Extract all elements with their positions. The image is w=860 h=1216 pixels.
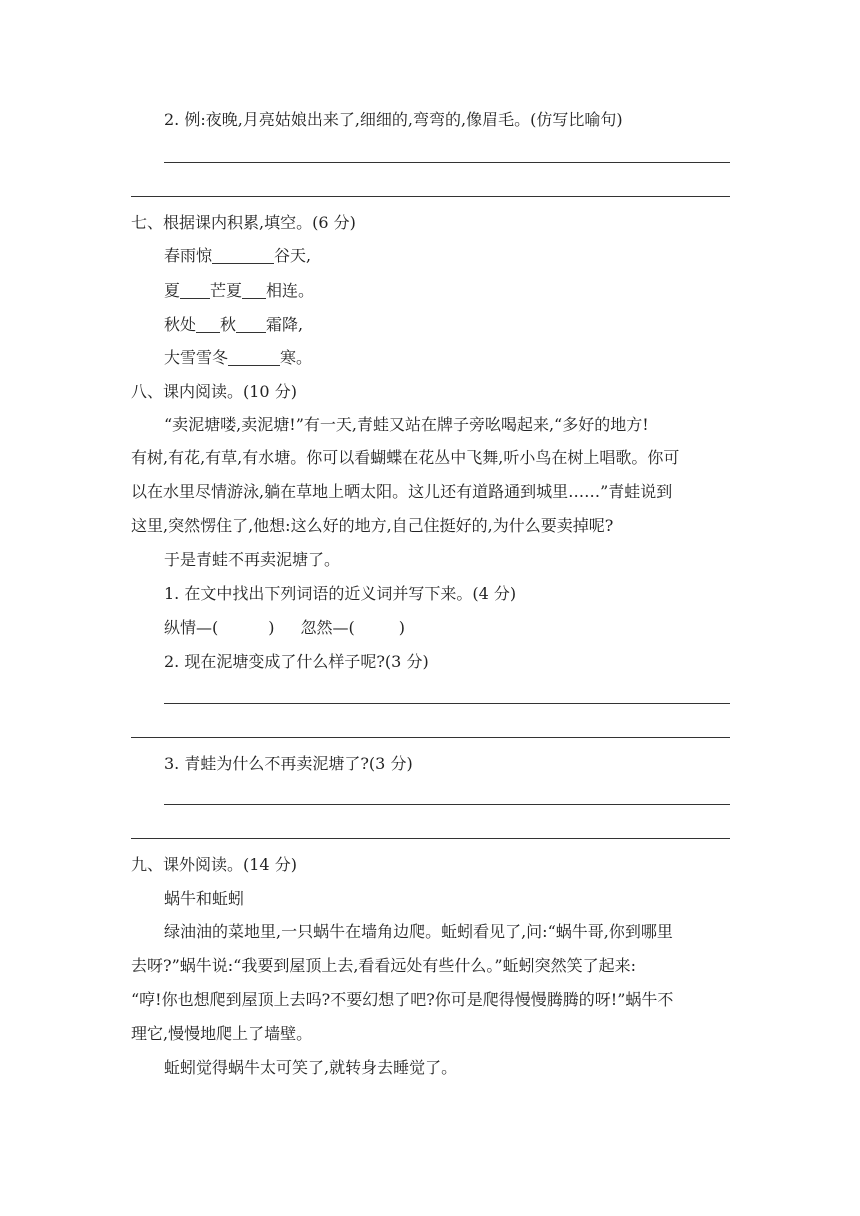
s9-passage-line-1: 绿油油的菜地里,一只蜗牛在墙角边爬。蚯蚓看见了,问:“蜗牛哥,你到哪里: [164, 922, 673, 941]
s7-blank-5[interactable]: [236, 316, 266, 333]
s7-l2-a: 夏: [164, 281, 181, 300]
s7-blank-6[interactable]: [228, 349, 280, 366]
s9-heading: 九、课外阅读。(14 分): [131, 855, 297, 874]
s7-line-4: [164, 348, 312, 368]
s8-passage-paragraph-2: 于是青蛙不再卖泥塘了。: [164, 550, 341, 569]
s7-line-2: [164, 281, 314, 301]
s6-q2-text: 2. 例:夜晚,月亮姑娘出来了,细细的,弯弯的,像眉毛。(仿写比喻句): [164, 110, 623, 129]
s8-q2-answer-line-2[interactable]: [131, 737, 730, 738]
s8-q1-word-2: 忽然—(: [300, 618, 355, 637]
s8-q1-answers: [164, 618, 405, 638]
s7-blank-1[interactable]: [212, 247, 274, 264]
s7-blank-3[interactable]: [242, 282, 266, 299]
s8-q1-word-1: 纵情—(: [164, 618, 219, 637]
s9-passage-line-4: 理它,慢慢地爬上了墙壁。: [131, 1024, 313, 1043]
s8-passage-line-2: 有树,有花,有草,有水塘。你可以看蝴蝶在花丛中飞舞,听小鸟在树上唱歌。你可: [131, 448, 680, 467]
s9-story-title: 蜗牛和蚯蚓: [164, 889, 245, 908]
s7-l4-b: 寒。: [280, 348, 313, 367]
s7-l4-a: 大雪雪冬: [164, 348, 229, 367]
s9-passage-line-2: 去呀?”蜗牛说:“我要到屋顶上去,看看远处有些什么。”蚯蚓突然笑了起来:: [131, 956, 636, 975]
s8-q3-text: 3. 青蛙为什么不再卖泥塘了?(3 分): [164, 754, 413, 773]
s8-q2-text: 2. 现在泥塘变成了什么样子呢?(3 分): [164, 652, 429, 671]
s7-l2-b: 芒夏: [210, 281, 243, 300]
s7-line-3: [164, 315, 303, 335]
s8-passage-line-1: “卖泥塘喽,卖泥塘!”有一天,青蛙又站在牌子旁吆喝起来,“多好的地方!: [164, 415, 649, 434]
s7-l3-c: 霜降,: [266, 315, 304, 334]
s7-blank-4[interactable]: [196, 316, 220, 333]
s7-l3-a: 秋处: [164, 315, 197, 334]
s7-heading: 七、根据课内积累,填空。(6 分): [131, 213, 356, 232]
s8-q1-text: 1. 在文中找出下列词语的近义词并写下来。(4 分): [164, 584, 517, 603]
s8-q2-answer-line-1[interactable]: [164, 703, 730, 704]
s6-q2-answer-line-1[interactable]: [164, 162, 730, 163]
s7-l3-b: 秋: [220, 315, 237, 334]
s8-heading: 八、课内阅读。(10 分): [131, 382, 297, 401]
s8-q1-close-2: ): [398, 618, 405, 637]
s7-blank-2[interactable]: [180, 282, 210, 299]
s8-passage-line-4: 这里,突然愣住了,他想:这么好的地方,自己住挺好的,为什么要卖掉呢?: [131, 516, 614, 535]
s6-q2-answer-line-2[interactable]: [131, 196, 730, 197]
s7-line-1: [164, 246, 311, 266]
s8-passage-line-3: 以在水里尽情游泳,躺在草地上晒太阳。这儿还有道路通到城里……”青蛙说到: [131, 482, 673, 501]
s8-q3-answer-line-2[interactable]: [131, 838, 730, 839]
s7-l2-c: 相连。: [266, 281, 315, 300]
s9-passage-line-3: “哼!你也想爬到屋顶上去吗?不要幻想了吧?你可是爬得慢慢腾腾的呀!”蜗牛不: [131, 990, 674, 1009]
s8-q3-answer-line-1[interactable]: [164, 804, 730, 805]
s7-l1-b: 谷天,: [274, 246, 312, 265]
s9-passage-paragraph-2: 蚯蚓觉得蜗牛太可笑了,就转身去睡觉了。: [164, 1058, 458, 1077]
s8-q1-close-1: ): [268, 618, 275, 637]
s7-l1-a: 春雨惊: [164, 246, 213, 265]
